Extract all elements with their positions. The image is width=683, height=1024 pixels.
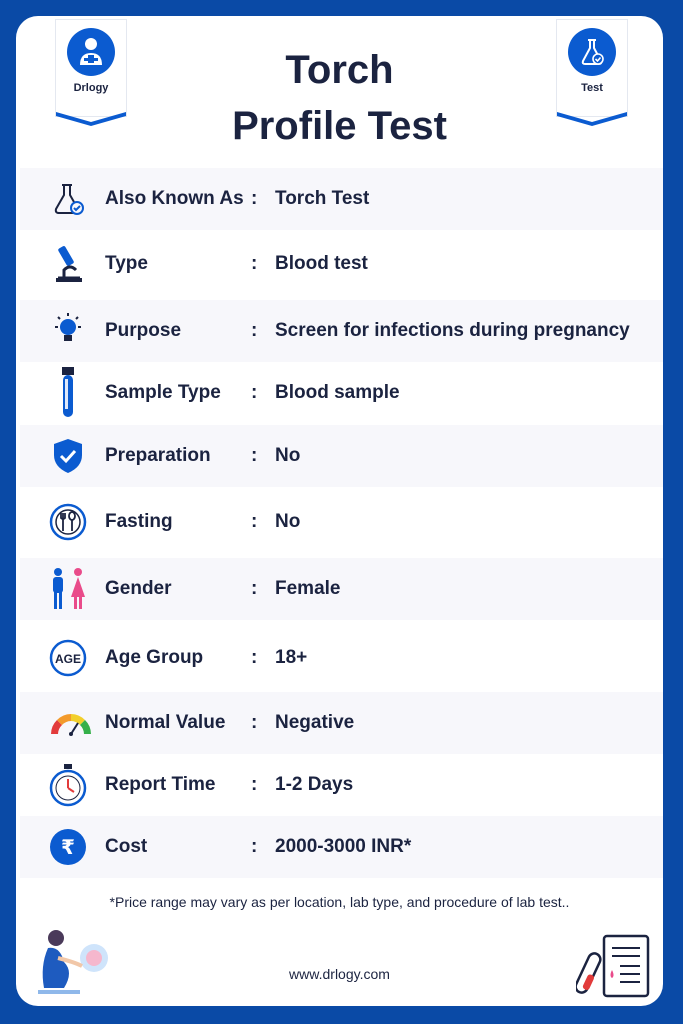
row-label: Fasting bbox=[105, 511, 173, 532]
website-url[interactable]: www.drlogy.com bbox=[289, 966, 390, 982]
row-colon: : bbox=[251, 836, 258, 857]
row-label: Purpose bbox=[105, 320, 182, 341]
fork-spoon-icon bbox=[48, 502, 88, 542]
row-type bbox=[20, 233, 663, 295]
svg-text:AGE: AGE bbox=[54, 652, 82, 666]
row-value: 18+ bbox=[275, 647, 308, 668]
page-title bbox=[16, 42, 663, 154]
drlogy-label: Drlogy bbox=[73, 82, 109, 94]
row-normal-value bbox=[20, 692, 663, 754]
row-cost bbox=[20, 816, 663, 878]
row-also-known-as bbox=[20, 168, 663, 230]
stopwatch-icon bbox=[48, 765, 88, 805]
row-sample-type bbox=[20, 362, 663, 424]
row-colon: : bbox=[251, 445, 258, 466]
row-value: Blood test bbox=[275, 253, 368, 274]
row-value: 1-2 Days bbox=[275, 774, 354, 795]
lightbulb-icon bbox=[48, 311, 88, 351]
row-purpose bbox=[20, 300, 663, 362]
row-preparation bbox=[20, 425, 663, 487]
row-label: Sample Type bbox=[105, 382, 221, 403]
row-value: 2000-3000 INR* bbox=[275, 836, 412, 857]
microscope-icon bbox=[48, 244, 88, 284]
row-colon: : bbox=[251, 712, 258, 733]
row-label: Preparation bbox=[105, 445, 211, 466]
row-label: Normal Value bbox=[105, 712, 226, 733]
row-value: Blood sample bbox=[275, 382, 400, 403]
row-fasting bbox=[20, 491, 663, 553]
test-label: Test bbox=[581, 82, 603, 94]
title-line-2: Profile Test bbox=[232, 104, 447, 148]
gauge-icon bbox=[48, 703, 94, 743]
row-label: Gender bbox=[105, 578, 172, 599]
age-icon bbox=[48, 638, 88, 678]
row-label: Report Time bbox=[105, 774, 216, 795]
row-value: No bbox=[275, 511, 301, 532]
row-value: Screen for infections during pregnancy bbox=[275, 320, 630, 341]
title-line-1: Torch bbox=[285, 48, 394, 92]
row-colon: : bbox=[251, 647, 258, 668]
row-label: Type bbox=[105, 253, 148, 274]
row-colon: : bbox=[251, 253, 258, 274]
row-label: Also Known As bbox=[105, 188, 244, 209]
gender-icon bbox=[48, 569, 88, 609]
row-value: Female bbox=[275, 578, 341, 599]
row-value: Torch Test bbox=[275, 188, 370, 209]
row-value: No bbox=[275, 445, 301, 466]
row-colon: : bbox=[251, 774, 258, 795]
pregnant-woman-illustration bbox=[30, 922, 110, 1002]
test-tube-icon bbox=[48, 365, 88, 421]
svg-text:₹: ₹ bbox=[61, 835, 75, 859]
row-report-time bbox=[20, 754, 663, 816]
shield-check-icon bbox=[48, 436, 88, 476]
rupee-icon bbox=[48, 827, 88, 867]
info-card bbox=[16, 16, 663, 1006]
row-age-group bbox=[20, 627, 663, 689]
row-colon: : bbox=[251, 511, 258, 532]
row-colon: : bbox=[251, 382, 258, 403]
row-colon: : bbox=[251, 578, 258, 599]
row-value: Negative bbox=[275, 712, 355, 733]
price-footnote: *Price range may vary as per location, lab type, and procedure of lab test.. bbox=[109, 894, 570, 910]
row-label: Cost bbox=[105, 836, 148, 857]
flask-check-icon bbox=[48, 179, 88, 219]
row-gender bbox=[20, 558, 663, 620]
row-colon: : bbox=[251, 320, 258, 341]
row-colon: : bbox=[251, 188, 258, 209]
row-label: Age Group bbox=[105, 647, 204, 668]
